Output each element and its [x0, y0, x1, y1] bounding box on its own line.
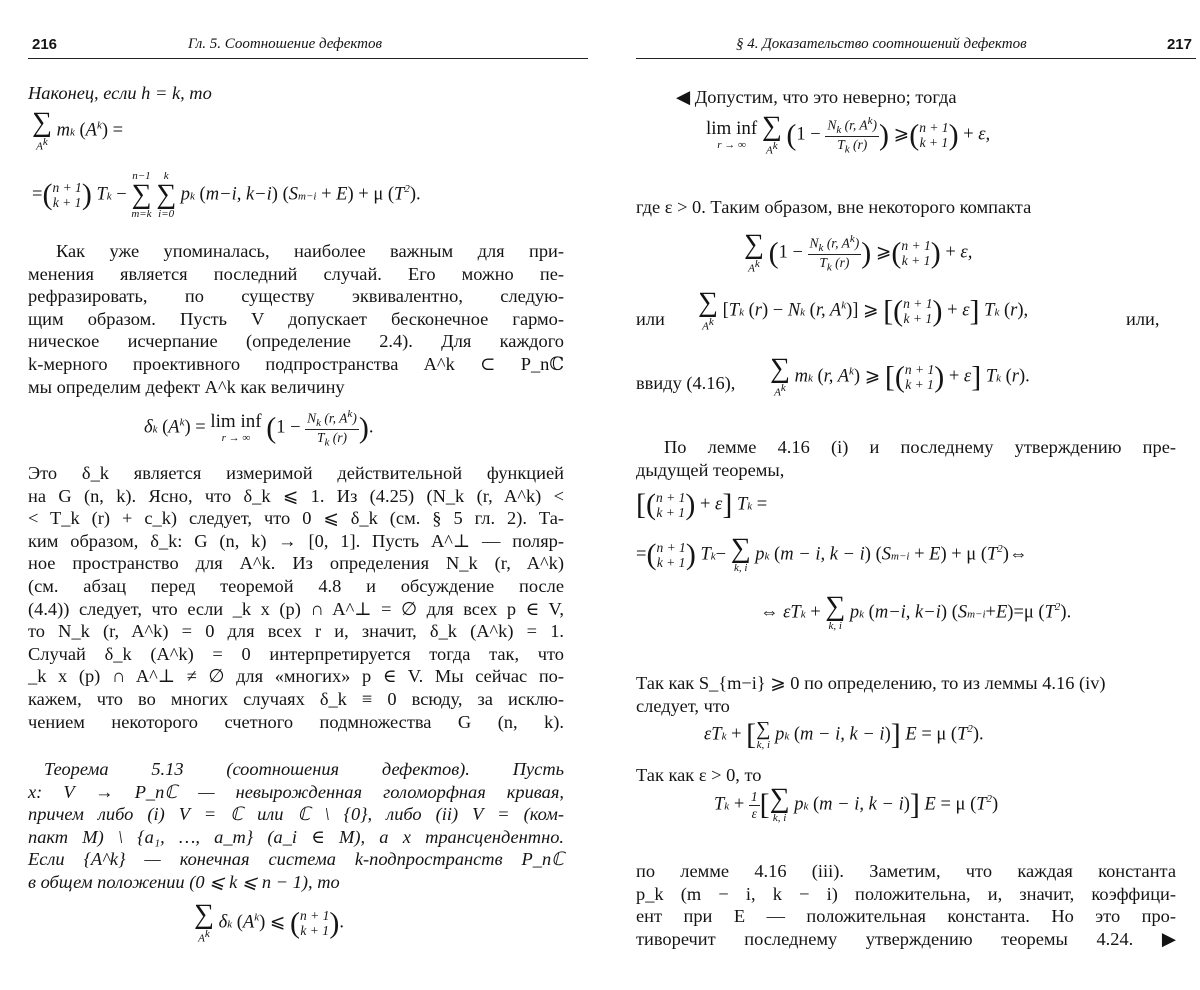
page-number: 216 [32, 36, 58, 53]
text-line: Как уже упоминалась, наиболее важным для при- [56, 241, 564, 261]
formula-sum-difference: ∑ $A^k$ [Tk (r) − Nk (r, $A^k$)] ⩾ [(n + 1 k + 1) + ε] Tk (r), [698, 287, 1029, 333]
text-line: по лемме 4.16 (iii). Заметим, что каждая константа [636, 861, 1176, 881]
text-line: (см. абзац перед теоремой 4.8 и обсуждение после [28, 575, 564, 596]
paragraph-deficit-definition [28, 240, 564, 398]
text-line: кажем, что во многих случаях δ_k ≡ 0 всюду, за исклю- [28, 688, 564, 709]
formula-prefix: или [636, 309, 665, 329]
intro-line: Наконец, если h = k, то [28, 83, 212, 103]
formula-tk-over-eps: Tk + $\frac{1}{\varepsilon}$ [ ∑ k, i pk (m − i, k − i)] E = μ $(T^2)$ [714, 783, 999, 824]
formula-suffix: или, [1126, 309, 1160, 329]
text-line: где ε > 0. Таким образом, вне некоторого компакта [636, 197, 1032, 217]
proof-start: ◀ Допустим, что это неверно; тогда [676, 87, 957, 107]
paragraph-lemma [636, 436, 1176, 481]
right-page [636, 0, 1196, 990]
formula-liminf-sum: lim inf r → ∞ ∑ $A^k$ (1 − $\frac{N_k (r, A^k)}{T_k (r)}$ ) ⩾(n + 1 k + 1) + ε, [706, 111, 991, 157]
paragraph-deficit-properties [28, 462, 564, 733]
text-line: ное пространство для A^k. Из определения N_k (r, A^k) [28, 553, 564, 574]
theorem-line: причем либо (i) V = ℂ или ℂ \ {0}, либо (ii) V = (ком- [28, 804, 564, 825]
formula-equivalence: ⇔ εTk + ∑ k, i pk (m−i, k−i) (Sm−i+E)=μ $(T^2)$. [760, 591, 1072, 632]
theorem-line: в общем положении (0 ⩽ k ⩽ n − 1), то [28, 871, 340, 892]
text-line: менения является последний случай. Его можно пе- [28, 263, 564, 284]
formula-deficit: δk $(A^k)$ = lim inf r → ∞ (1 − $\frac{N_k (r, A^k)}{T_k (r)}$ ). [144, 408, 374, 449]
text-line: Так как S_{m−i} ⩾ 0 по определению, то из леммы 4.16 (iv) [636, 673, 1106, 693]
left-running-header [28, 36, 588, 59]
text-line: то N_k (r, A^k) = 0 для всех r и, значит, δ_k (A^k) = 1. [28, 621, 564, 642]
running-head: § 4. Доказательство соотношений дефектов [736, 36, 1027, 52]
theorem-5-13 [28, 758, 564, 894]
theorem-line: пакт M) \ {a₁, …, a_m} (a_i ∈ M), а x трансцендентно. [28, 826, 564, 847]
text-line: Это δ_k является измеримой действительной функцией [28, 463, 564, 483]
text-line: По лемме 4.16 (i) и последнему утверждению пре- [664, 437, 1176, 457]
formula-sum-mk-r: ∑ $A^k$ mk (r, $A^k$) ⩾ [(n + 1 k + 1) + ε] Tk (r). [770, 353, 1030, 399]
formula-deficit-relation: ∑ $A^k$ δk $(A^k)$ ⩽ (n + 1 k + 1). [194, 899, 345, 945]
text-line: p_k (m − i, k − i) положительна, и, значит, коэффици- [636, 883, 1176, 904]
theorem-line: Если {A^k} — конечная система k-подпространств P_nℂ [28, 849, 564, 870]
paragraph-smi [636, 672, 1176, 717]
text-line: Случай δ_k (A^k) = 0 интерпретируется тогда так, что [28, 643, 564, 664]
formula-prefix: ввиду (4.16), [636, 373, 736, 393]
formula-sum-outside-compact: ∑ $A^k$ (1 − $\frac{N_k (r, A^k)}{T_k (r)}$ ) ⩾(n + 1 k + 1) + ε, [744, 229, 973, 275]
text-line: ническое исчерпание (определение 2.4). Для каждого [28, 331, 564, 352]
formula-expansion: =(n + 1 k + 1) Tk − n−1 ∑ m=k k ∑ i=0 pk (m−i, k−i) (Sm−i + E) + μ $(T^2)$. [32, 170, 421, 220]
text-line: ент при E — положительная константа. Но это про- [636, 906, 1176, 927]
text-line: < T_k (r) + c_k) следует, что 0 ⩽ δ_k (см. § 5 гл. 2). Та- [28, 508, 564, 529]
text-line: (4.4)) следует, что если _k x (p) ∩ A^⊥ = ∅ для всех p ∈ V, [28, 598, 564, 619]
text-line: на G (n, k). Ясно, что δ_k ⩽ 1. Из (4.25) (N_k (r, A^k) < [28, 485, 564, 506]
formula-sum-mk: ∑ $A^k$ mk $(A^k)$ = [32, 107, 124, 153]
theorem-line: Теорема 5.13 (соотношения дефектов). Пусть [44, 759, 564, 779]
formula-eps-tk: [(n + 1 k + 1) + ε] Tk = [636, 488, 768, 521]
left-page [28, 0, 588, 990]
text-line: следует, что [636, 695, 730, 716]
text-line: Так как ε > 0, то [636, 765, 762, 785]
text-line: k-мерного проективного подпространства A^k ⊂ P_nℂ [28, 353, 564, 374]
text-line: рефразировать, по существу эквивалентно, следую- [28, 286, 564, 307]
text-line: _k x (p) ∩ A^⊥ ≠ ∅ для «многих» p ∈ V. Мы сейчас по- [28, 666, 564, 687]
theorem-line: x: V → P_nℂ — невырожденная голоморфная кривая, [28, 781, 564, 802]
text-line: мы определим дефект A^k как величину [28, 376, 345, 397]
text-line: дыдущей теоремы, [636, 459, 785, 480]
formula-expansion-right: =(n + 1 k + 1) Tk− ∑ k, i pk (m − i, k − i) (Sm−i + E) + μ $(T^2)\Leftrightarrow$ [636, 533, 1028, 574]
text-line: чением некоторого счетного подмножества G (n, k). [28, 711, 564, 732]
text-line: ким образом, δ_k: G (n, k) → [0, 1]. Пусть A^⊥ — поляр- [28, 530, 564, 551]
paragraph-conclusion [636, 860, 1176, 950]
text-line: тиворечит последнему утверждению теоремы 4.24. ▶ [636, 928, 1176, 949]
page-number: 217 [1166, 36, 1192, 53]
formula-eps-sum: εTk + [ ∑ k, i pk (m − i, k − i)] E = μ $(T^2)$. [704, 718, 984, 751]
right-running-header [636, 36, 1196, 59]
running-head: Гл. 5. Соотношение дефектов [188, 36, 383, 52]
text-line: щим образом. Пусть V допускает бесконечное гармо- [28, 308, 564, 329]
